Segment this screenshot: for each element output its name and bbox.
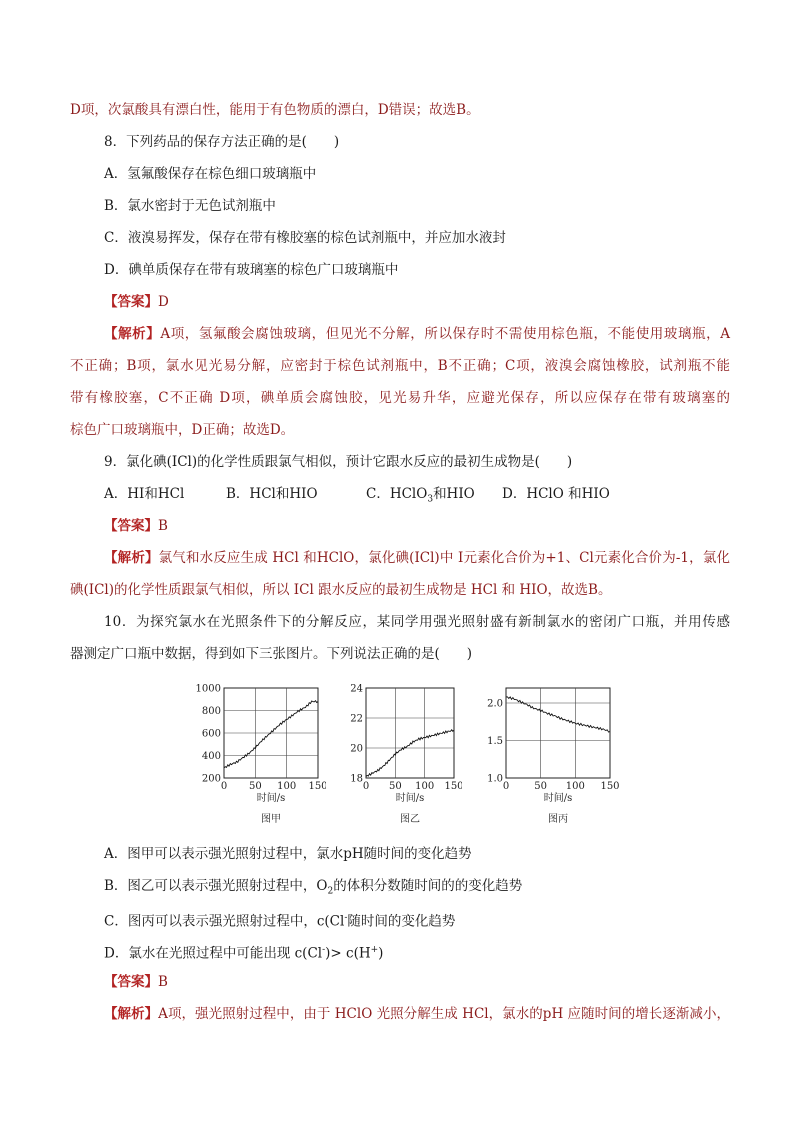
x-tick-label: 100: [565, 781, 585, 792]
prev-explanation-tail: D项，次氯酸具有漂白性，能用于有色物质的漂白，D错误；故选B。: [70, 102, 480, 118]
x-tick-label: 150: [444, 781, 462, 792]
q10-option-c: [104, 908, 764, 932]
x-tick-label: 100: [277, 781, 297, 792]
q9-option-a: A．HI和HCl: [104, 486, 185, 502]
q8-option-b: B．氯水密封于无色试剂瓶中: [104, 198, 276, 214]
question-10-line: 10．为探究氯水在光照条件下的分解反应，某同学用强光照射盛有新制氯水的密闭广口瓶，并用传感: [104, 614, 730, 630]
q10-option-b: [104, 876, 764, 902]
explanation-tag: 【解析】: [104, 550, 159, 566]
explanation-text: 氯气和水反应生成 HCl 和HClO，氯化碘(ICl)中 I元素化合价为+1、Cl元素化合价为-1，氯化: [158, 550, 731, 566]
y-tick-label: 18: [350, 773, 363, 785]
q8-option-d: D．碘单质保存在带有玻璃塞的棕色广口玻璃瓶中: [104, 262, 399, 278]
q10d-superscript: -: [322, 945, 326, 955]
q10b-text: B．图乙可以表示强光照射过程中，O: [104, 878, 328, 894]
q10-explanation-line: [104, 1004, 730, 1024]
q9-explanation-line: [104, 548, 730, 568]
answer-tag: 【答案】: [104, 974, 158, 990]
y-tick-label: 1.0: [487, 773, 503, 785]
chart-jia-svg: [196, 676, 326, 826]
q9-option-c: [366, 484, 502, 510]
plot-frame: [506, 688, 610, 778]
chart-bing: [472, 676, 622, 830]
question-8: 8．下列药品的保存方法正确的是( ): [104, 134, 340, 150]
answer-value: B: [158, 974, 168, 990]
chart-jia: [196, 676, 326, 830]
y-tick-label: 2.0: [487, 698, 503, 710]
y-tick-label: 1000: [196, 683, 221, 695]
chart-caption: 图甲: [261, 814, 281, 825]
x-tick-label: 50: [388, 781, 402, 792]
q10b-subscript: 2: [327, 886, 334, 897]
q8-option-a: A．氢氟酸保存在棕色细口玻璃瓶中: [104, 166, 317, 182]
question-9: 9．氯化碘(ICl)的化学性质跟氯气相似，预计它跟水反应的最初生成物是( ): [104, 454, 573, 470]
x-tick-label: 150: [308, 781, 326, 792]
q8-explanation-line: [104, 324, 730, 344]
chart-yi-svg: [342, 676, 462, 826]
q10d-superscript: +: [370, 945, 379, 955]
y-tick-label: 200: [201, 773, 221, 785]
explanation-text: A项，氢氟酸会腐蚀玻璃，但见光不分解，所以保存时不需使用棕色瓶，不能使用玻璃瓶，A: [160, 326, 731, 342]
q9-explanation-line: 碘(ICl)的化学性质跟氯气相似，所以 ICl 跟水反应的最初生成物是 HCl 和 HIO，故选B。: [70, 582, 612, 598]
y-tick-label: 22: [350, 713, 363, 725]
q10-answer: [104, 972, 764, 992]
y-tick-label: 600: [201, 728, 221, 740]
series-line: [366, 730, 454, 777]
x-axis-label: 时间/s: [256, 793, 286, 804]
q8-explanation-line: 带有橡胶塞，C不正确 D项，碘单质会腐蚀胶，见光易升华，应避光保存，所以应保存在带有玻璃塞的: [70, 390, 730, 406]
q10c-text: 随时间的变化趋势: [347, 913, 456, 930]
chart-caption: 图乙: [400, 814, 420, 825]
q9-answer: [104, 516, 764, 536]
explanation-tag: 【解析】: [104, 326, 161, 342]
q9-options: [104, 484, 764, 510]
series-line: [506, 697, 610, 732]
y-tick-label: 400: [201, 751, 221, 762]
q8-explanation-line: 不正确；B项，氯水见光易分解，应密封于棕色试剂瓶中，B不正确；C项，液溴会腐蚀橡胶，试剂瓶不能: [70, 358, 730, 374]
chart-bing-svg: [472, 676, 622, 826]
answer-tag: 【答案】: [104, 518, 158, 534]
chart-yi: [342, 676, 462, 830]
question-10-line: 器测定广口瓶中数据，得到如下三张图片。下列说法正确的是( ): [70, 646, 473, 662]
q10d-text: ): [378, 945, 384, 962]
q9c-text: C．HClO: [366, 486, 428, 502]
x-tick-label: 0: [362, 781, 370, 792]
q10c-text: C．图丙可以表示强光照射过程中，c(Cl: [104, 913, 345, 930]
q10b-text: 的体积分数随时间的的变化趋势: [333, 878, 523, 894]
q8-option-c: C．液溴易挥发，保存在带有橡胶塞的棕色试剂瓶中，并应加水液封: [104, 230, 506, 246]
x-tick-label: 100: [415, 781, 435, 792]
q9c-text: 和HIO: [433, 486, 475, 502]
q10-option-d: [104, 940, 764, 964]
explanation-tag: 【解析】: [104, 1006, 159, 1022]
x-tick-label: 150: [600, 781, 620, 792]
q10-option-a: A．图甲可以表示强光照射过程中，氯水pH随时间的变化趋势: [104, 846, 472, 862]
q10c-superscript: -: [344, 913, 348, 923]
x-axis-label: 时间/s: [395, 793, 425, 804]
q8-answer: [104, 292, 764, 312]
x-tick-label: 50: [248, 781, 262, 792]
y-tick-label: 20: [350, 743, 363, 755]
q9c-subscript: 3: [427, 494, 434, 505]
x-axis-label: 时间/s: [543, 793, 573, 804]
q9-option-b: B．HCl和HIO: [226, 486, 318, 502]
y-tick-label: 24: [350, 683, 363, 695]
q10d-text: D．氯水在光照过程中可能出现 c(Cl: [104, 945, 323, 962]
y-tick-label: 1.5: [487, 736, 503, 747]
x-tick-label: 50: [534, 781, 548, 792]
answer-tag: 【答案】: [104, 294, 158, 310]
x-tick-label: 0: [502, 781, 510, 792]
x-tick-label: 0: [220, 781, 228, 792]
explanation-text: A项，强光照射过程中，由于 HClO 光照分解生成 HCl，氯水的pH 应随时间的增长逐渐减小，: [158, 1006, 730, 1022]
chart-caption: 图丙: [548, 814, 568, 825]
q10d-text: )> c(H: [325, 945, 371, 962]
answer-value: D: [158, 294, 169, 310]
q8-explanation-line: 棕色广口玻璃瓶中，D正确；故选D。: [70, 422, 295, 438]
q9-option-d: D．HClO 和HIO: [502, 486, 610, 502]
y-tick-label: 800: [201, 706, 221, 717]
answer-value: B: [158, 518, 168, 534]
